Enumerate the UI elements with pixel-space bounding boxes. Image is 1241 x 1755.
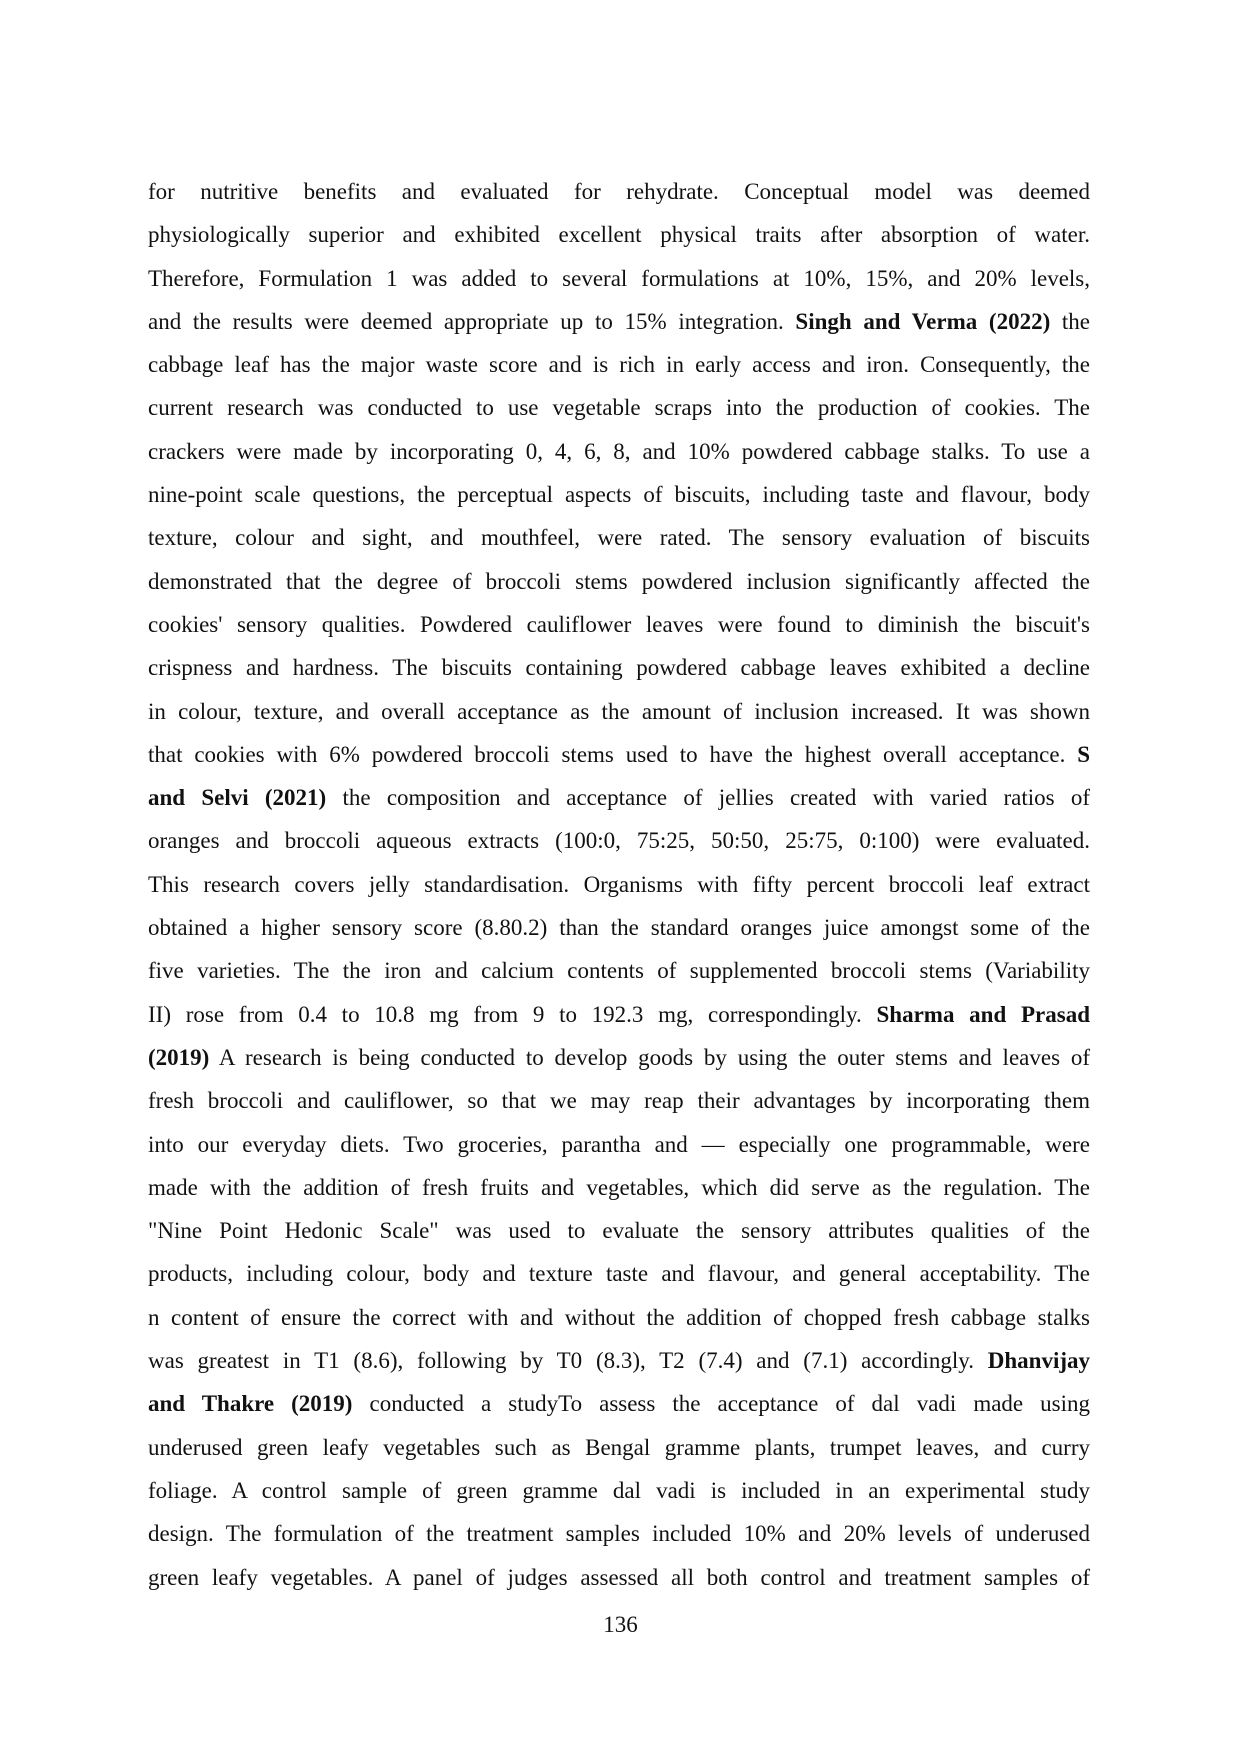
text-line <box>148 949 1090 992</box>
body-text-segment: crispness and hardness. The biscuits containing powdered cabbage leaves exhibited a decline <box>148 655 1090 681</box>
text-line <box>148 300 1090 343</box>
page-number: 136 <box>603 1612 638 1637</box>
body-text-segment: cookies' sensory qualities. Powdered cauliflower leaves were found to diminish the biscuit's <box>148 611 1090 637</box>
text-line <box>148 776 1090 819</box>
body-text-segment: nine-point scale questions, the perceptual aspects of biscuits, including taste and flavour, body <box>148 482 1090 508</box>
text-line <box>148 170 1090 213</box>
text-line <box>148 473 1090 516</box>
text-line <box>148 906 1090 949</box>
body-text-segment: physiologically superior and exhibited excellent physical traits after absorption of water. <box>148 222 1090 248</box>
text-line <box>148 213 1090 256</box>
body-text-segment: obtained a higher sensory score (8.80.2) than the standard oranges juice amongst some of the <box>148 915 1090 941</box>
body-text-segment: the <box>1050 308 1091 334</box>
body-text-segment: design. The formulation of the treatment samples included 10% and 20% levels of underused <box>148 1521 1090 1547</box>
text-line <box>148 1166 1090 1209</box>
body-text-segment: A research is being conducted to develop goods by using the outer stems and leaves of <box>209 1044 1090 1070</box>
text-line <box>148 343 1090 386</box>
body-text-segment: oranges and broccoli aqueous extracts (100:0, 75:25, 50:50, 25:75, 0:100) were evaluated. <box>148 828 1090 854</box>
body-text-segment: the composition and acceptance of jellies created with varied ratios of <box>326 785 1090 811</box>
citation-text: Sharma and Prasad <box>876 1001 1090 1027</box>
body-text-segment: in colour, texture, and overall acceptance as the amount of inclusion increased. It was shown <box>148 698 1090 724</box>
text-line <box>148 516 1090 559</box>
citation-text: and Selvi (2021) <box>148 785 327 811</box>
text-line <box>148 1123 1090 1166</box>
text-line <box>148 1382 1090 1425</box>
body-text-segment: products, including colour, body and texture taste and flavour, and general acceptability. The <box>148 1261 1090 1287</box>
citation-text: and Thakre (2019) <box>148 1391 353 1417</box>
body-text-segment: cabbage leaf has the major waste score and is rich in early access and iron. Consequently, the <box>148 352 1090 378</box>
text-line <box>148 819 1090 862</box>
citation-text: (2019) <box>148 1044 210 1070</box>
citation-text: Singh and Verma (2022) <box>795 308 1051 334</box>
body-text-segment: made with the addition of fresh fruits and vegetables, which did serve as the regulation. The <box>148 1174 1090 1200</box>
body-text-segment: demonstrated that the degree of broccoli stems powdered inclusion significantly affected the <box>148 568 1090 594</box>
text-line <box>148 257 1090 300</box>
body-text-segment: that cookies with 6% powdered broccoli stems used to have the highest overall acceptance. <box>148 741 1078 767</box>
body-text-segment: Therefore, Formulation 1 was added to several formulations at 10%, 15%, and 20% levels, <box>148 265 1090 291</box>
text-line <box>148 1339 1090 1382</box>
body-text-segment: underused green leafy vegetables such as Bengal gramme plants, trumpet leaves, and curry <box>148 1434 1090 1460</box>
body-text-segment: fresh broccoli and cauliflower, so that we may reap their advantages by incorporating them <box>148 1088 1090 1114</box>
body-text-segment: five varieties. The the iron and calcium contents of supplemented broccoli stems (Variability <box>148 958 1090 984</box>
text-line <box>148 690 1090 733</box>
body-text-segment: n content of ensure the correct with and without the addition of chopped fresh cabbage stalks <box>148 1304 1090 1330</box>
text-line <box>148 1252 1090 1295</box>
body-text-segment: and the results were deemed appropriate up to 15% integration. <box>148 308 796 334</box>
body-text-segment: for nutritive benefits and evaluated for rehydrate. Conceptual model was deemed <box>148 179 1090 204</box>
body-text-segment: "Nine Point Hedonic Scale" was used to evaluate the sensory attributes qualities of the <box>148 1218 1090 1244</box>
text-line <box>148 733 1090 776</box>
text-line <box>148 430 1090 473</box>
body-text-segment: II) rose from 0.4 to 10.8 mg from 9 to 192.3 mg, correspondingly. <box>148 1001 877 1027</box>
text-line <box>148 1036 1090 1079</box>
text-line <box>148 993 1090 1036</box>
text-line <box>148 1426 1090 1469</box>
text-line <box>148 386 1090 429</box>
text-line <box>148 1209 1090 1252</box>
text-line <box>148 646 1090 689</box>
citation-text: Dhanvijay <box>987 1348 1090 1374</box>
body-text-segment: This research covers jelly standardisation. Organisms with fifty percent broccoli leaf extract <box>148 871 1090 897</box>
text-line <box>148 1296 1090 1339</box>
body-paragraph <box>148 170 1090 1599</box>
text-line <box>148 1556 1090 1599</box>
body-text-segment: conducted a studyTo assess the acceptance of dal vadi made using <box>352 1391 1090 1417</box>
body-text-segment: foliage. A control sample of green gramme dal vadi is included in an experimental study <box>148 1477 1090 1503</box>
text-line <box>148 603 1090 646</box>
text-line <box>148 1512 1090 1555</box>
body-text-segment: texture, colour and sight, and mouthfeel, were rated. The sensory evaluation of biscuits <box>148 525 1090 551</box>
body-text-segment: green leafy vegetables. A panel of judges assessed all both control and treatment samples of <box>148 1564 1090 1590</box>
text-line <box>148 1079 1090 1122</box>
text-line <box>148 560 1090 603</box>
text-line <box>148 863 1090 906</box>
text-line <box>148 1469 1090 1512</box>
citation-text: S <box>1077 741 1090 767</box>
body-text-segment: into our everyday diets. Two groceries, parantha and — especially one programmable, were <box>148 1131 1090 1157</box>
body-text-segment: current research was conducted to use vegetable scraps into the production of cookies. The <box>148 395 1090 421</box>
body-text-segment: crackers were made by incorporating 0, 4, 6, 8, and 10% powdered cabbage stalks. To use a <box>148 438 1090 464</box>
body-text-segment: was greatest in T1 (8.6), following by T0 (8.3), T2 (7.4) and (7.1) accordingly. <box>148 1348 988 1374</box>
